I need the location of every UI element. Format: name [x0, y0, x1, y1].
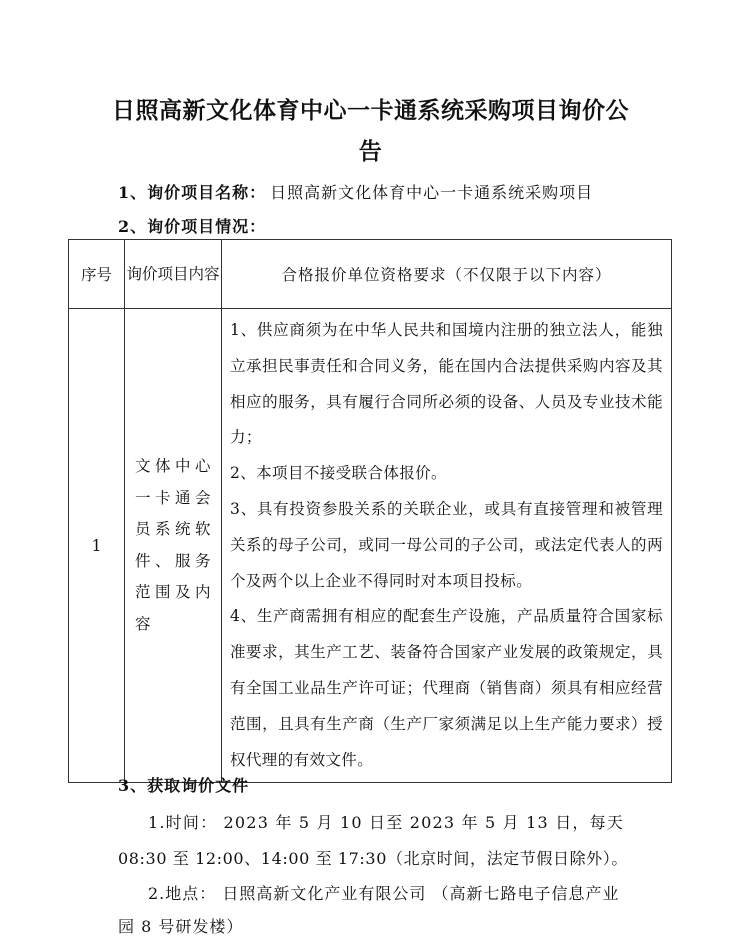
row-seq: 1 [69, 309, 125, 783]
header-requirements: 合格报价单位资格要求（不仅限于以下内容） [222, 240, 672, 309]
section2-heading: 2、询价项目情况： [118, 217, 267, 236]
header-content: 询价项目内容 [125, 240, 222, 309]
notice-title-line2: 告 [358, 139, 383, 165]
requirement-item: 2、本项目不接受联合体报价。 [230, 464, 447, 483]
notice-title-line1: 日照高新文化体育中心一卡通系统采购项目询价公 [112, 98, 629, 124]
table-row [69, 309, 672, 783]
section1-heading: 1、询价项目名称： [118, 183, 267, 202]
place-line-2: 园 8 号研发楼） [118, 917, 244, 936]
table-header-row [69, 240, 672, 309]
requirement-item: 1、供应商须为在中华人民共和国境内注册的独立法人，能独立承担民事责任和合同义务，能在国内合法提供采购内容及其相应的服务，具有履行合同所必须的设备、人员及专业技术能力； [230, 321, 663, 447]
row-requirements [222, 309, 672, 783]
requirement-item: 3、具有投资参股关系的关联企业，或具有直接管理和被管理关系的母子公司，或同一母公司的子公司，或法定代表人的两个及两个以上企业不得同时对本项目投标。 [230, 499, 663, 590]
section1-value: 日照高新文化体育中心一卡通系统采购项目 [270, 183, 594, 202]
time-line-1: 1.时间： 2023 年 5 月 10 日至 2023 年 5 月 13 日，每天 [148, 813, 625, 832]
place-line-1: 2.地点： 日照高新文化产业有限公司 （高新七路电子信息产业 [148, 884, 620, 903]
inquiry-table [68, 239, 672, 783]
section1-line [118, 180, 593, 203]
header-seq: 序号 [69, 240, 125, 309]
section3-heading: 3、获取询价文件 [118, 776, 250, 795]
row-content: 文体中心一卡通会员系统软件、服务范围及内容 [125, 309, 222, 783]
requirement-item: 4、生产商需拥有相应的配套生产设施，产品质量符合国家标准要求，其生产工艺、装备符合国家产业发展的政策规定，具有全国工业品生产许可证；代理商（销售商）须具有相应经营范围，且具有生产商（生产厂家须满足以上生产能力要求）授权代理的有效文件。 [230, 607, 663, 769]
time-line-2: 08:30 至 12:00、14:00 至 17:30（北京时间，法定节假日除外）。 [118, 849, 628, 868]
